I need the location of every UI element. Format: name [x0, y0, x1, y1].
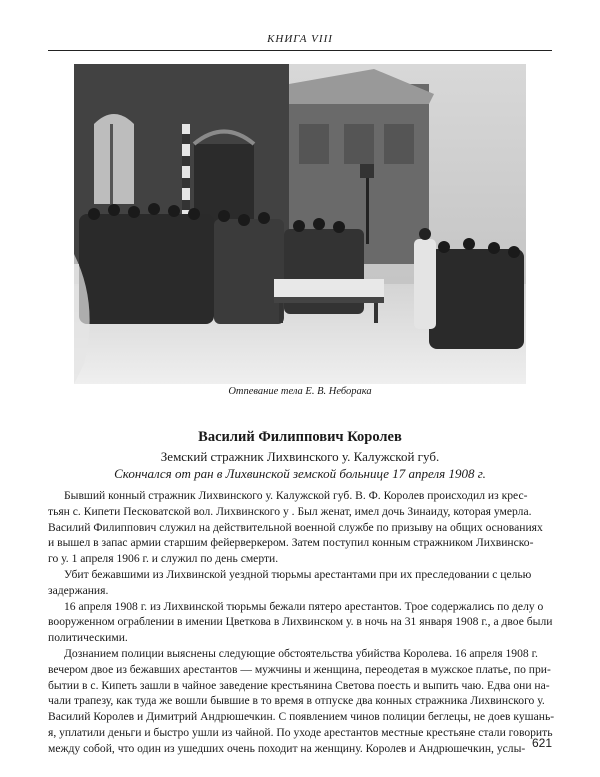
body-line: вечером двое из бежавших арестантов — мужчины и женщина, переодетая в мужское платье, по при-	[48, 662, 551, 676]
funeral-photograph	[74, 64, 526, 384]
body-line: и вышел в запас армии старшим фейерверкером. Затем поступил конным стражником Лихвинско-	[48, 536, 534, 550]
body-line: задержания.	[48, 583, 109, 597]
body-line: го у. 1 апреля 1906 г. и служил по день смерти.	[48, 552, 279, 566]
body-line: Убит бежавшими из Лихвинской уездной тюрьмы арестантами при их преследовании с целью	[64, 567, 532, 581]
body-line: чали трапезу, как туда же вошли бывшие в то время в отпуске два конных стражника Лихвинского у.	[48, 694, 545, 708]
body-line: 16 апреля 1908 г. из Лихвинской тюрьмы бежали пятеро арестантов. Трое содержались по делу о	[64, 599, 544, 613]
article-body	[48, 488, 556, 757]
body-line: Василий Филиппович служил на действительной военной службе по призыву на общих основаниях	[48, 520, 543, 534]
death-note: Скончался от ран в Лихвинской земской больнице 17 апреля 1908 г.	[114, 466, 486, 481]
body-line: вооруженном ограблении в имении Цветкова в Лихвинском у. в ночь на 31 января 1908 г., а двое были	[48, 615, 553, 629]
page-number: 621	[531, 736, 552, 750]
body-line: бытии в с. Кипеть зашли в чайное заведение крестьянина Светова поесть и выпить чаю. Едва они на-	[48, 678, 550, 692]
body-line: тьян с. Кипети Песковатской вол. Лихвинского у . Был женат, имел дочь Зинаиду, которая умерла.	[48, 504, 532, 518]
person-name-heading: Василий Филиппович Королев	[198, 429, 402, 445]
photo-caption: Отпевание тела Е. В. Неборака	[228, 386, 372, 397]
body-line: между собой, что один из ушедших очень походит на женщину. Королев и Андрюшечкин, услы-	[48, 741, 526, 755]
body-line: я, уплатили деньги и быстро ушли из чайной. По уходе арестантов местные крестьяне стали говорить	[48, 725, 553, 739]
body-line: Бывший конный стражник Лихвинского у. Калужской губ. В. Ф. Королев происходил из крес-	[64, 489, 528, 502]
header-rule	[48, 50, 552, 51]
body-line: политическими.	[48, 631, 128, 645]
running-header: КНИГА VIII	[267, 33, 333, 45]
body-line: Дознанием полиции выяснены следующие обстоятельства убийства Королева. 16 апреля 1908 г.	[64, 646, 538, 660]
person-position: Земский стражник Лихвинского у. Калужской губ.	[160, 449, 440, 464]
body-line: Василий Королев и Димитрий Андрюшечкин. С появлением чинов полиции беглецы, не доев кушань-	[48, 710, 555, 724]
